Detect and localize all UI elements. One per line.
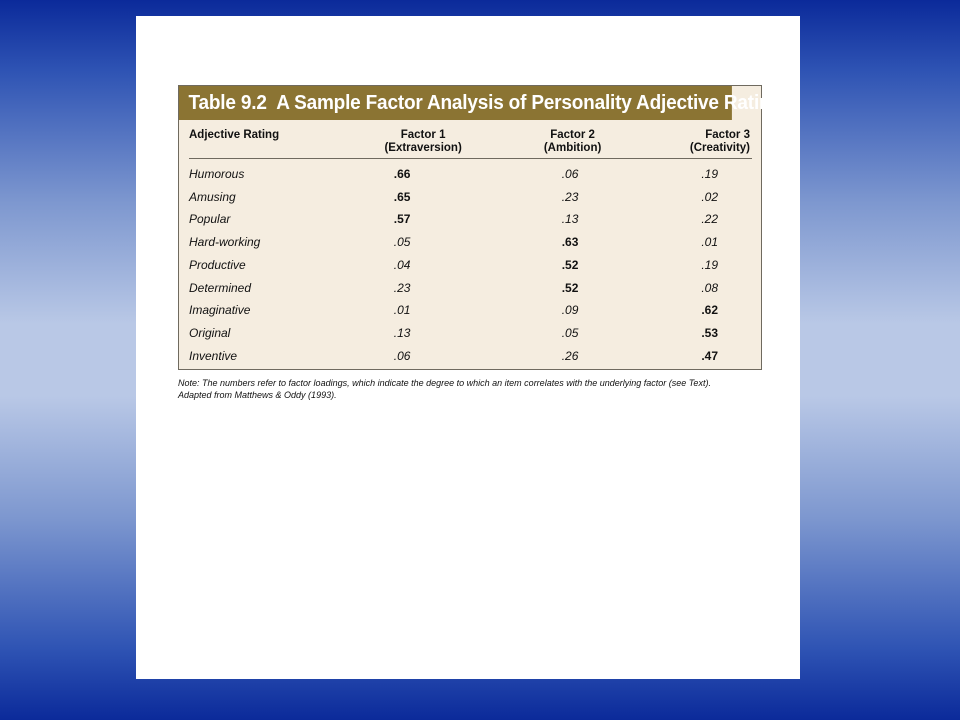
header-factor-1: Factor 1 (Extraversion) (348, 120, 498, 159)
adjective-cell: Inventive (189, 348, 238, 363)
adjective-cell: Imaginative (189, 303, 251, 318)
factor-1-cell: .65 (393, 189, 411, 204)
data-table (189, 120, 752, 367)
factor-3-cell: .62 (701, 303, 718, 318)
factor-2-cell: .52 (561, 280, 579, 295)
factor-analysis-table (178, 85, 793, 370)
factor-3-cell: .08 (701, 280, 718, 295)
factor-1-cell: .66 (393, 167, 411, 181)
factor-2-cell: .26 (561, 348, 579, 363)
table-row (189, 345, 752, 368)
factor-2-cell: .52 (561, 257, 579, 272)
factor-1-cell: .05 (393, 235, 411, 250)
adjective-cell: Popular (189, 212, 231, 227)
factor-3-cell: .02 (701, 189, 718, 204)
table-body (189, 159, 752, 368)
adjective-cell: Amusing (189, 189, 236, 204)
factor-3-cell: .19 (701, 257, 718, 272)
factor-1-cell: .01 (393, 303, 411, 318)
adjective-cell: Productive (189, 257, 246, 272)
factor-3-cell: .53 (701, 325, 718, 340)
header-row (189, 120, 752, 159)
adjective-cell: Hard-working (189, 235, 261, 250)
header-factor-2: Factor 2 (Ambition) (498, 120, 647, 159)
factor-1-cell: .57 (393, 212, 411, 227)
footnote: Note: The numbers refer to factor loadings, which indicate the degree to which an item correlates with the underlying factor (see Text). (178, 378, 711, 388)
table-row (189, 299, 752, 322)
factor-1-cell: .06 (393, 348, 411, 363)
adjective-cell: Determined (189, 280, 252, 295)
factor-1-cell: .23 (393, 280, 411, 295)
source-citation: Adapted from Matthews & Oddy (1993). (178, 390, 337, 400)
slide (136, 16, 800, 679)
table-caption: A Sample Factor Analysis of Personality Adjective Ratings (276, 92, 793, 114)
factor-3-cell: .01 (701, 235, 718, 250)
adjective-cell: Original (189, 325, 231, 340)
table-row (189, 254, 752, 277)
table-row (189, 231, 752, 254)
factor-2-cell: .09 (561, 303, 579, 318)
factor-2-cell: .06 (561, 167, 579, 181)
table-row (189, 208, 752, 231)
factor-1-cell: .13 (393, 325, 411, 340)
factor-3-cell: .22 (701, 212, 718, 227)
factor-3-cell: .19 (701, 167, 718, 181)
table-title (179, 86, 793, 120)
header-factor-3: Factor 3 (Creativity) (647, 120, 752, 159)
table-number: Table 9.2 (188, 92, 267, 114)
factor-2-cell: .63 (561, 235, 579, 250)
factor-2-cell: .05 (561, 325, 579, 340)
factor-2-cell: .23 (561, 189, 579, 204)
factor-2-cell: .13 (561, 212, 579, 227)
factor-1-cell: .04 (393, 257, 411, 272)
table-row (189, 277, 752, 300)
adjective-cell: Humorous (189, 167, 245, 181)
table-row (189, 159, 752, 186)
table-row (189, 322, 752, 345)
factor-3-cell: .47 (701, 348, 718, 363)
header-adjective: Adjective Rating (189, 120, 348, 159)
table-row (189, 186, 752, 209)
table-notes (178, 378, 768, 402)
